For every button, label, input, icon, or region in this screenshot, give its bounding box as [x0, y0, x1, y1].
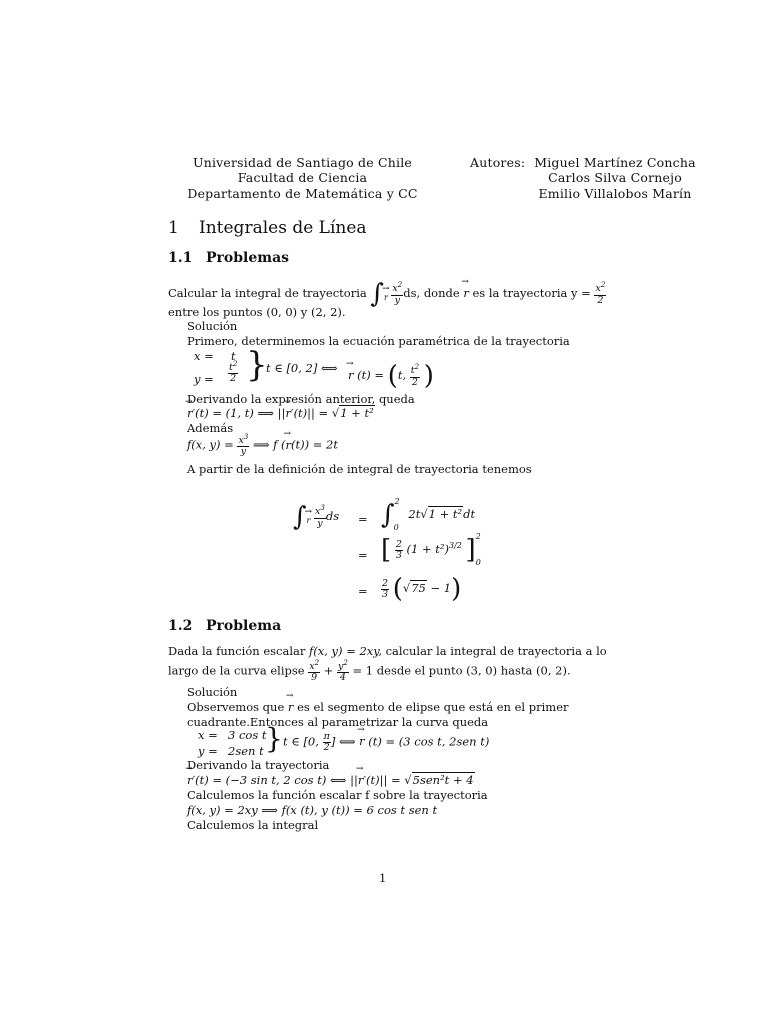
observe-line: Observemos que → r es el segmento de elipse que está en el primer [187, 700, 569, 714]
param-domain: t ∈ [0, 2] ⟺ [266, 361, 338, 375]
param2-y-value: 2sen t [228, 744, 264, 758]
brace-right-icon: } [265, 722, 283, 755]
subsection-2-number: 1.2 [168, 618, 193, 634]
derivation-label: Derivando la expresión anterior, queda [187, 392, 415, 406]
faculty-name: Facultad de Ciencia [237, 170, 368, 185]
author-3: Emilio Villalobos Marín [538, 186, 692, 201]
university-name: Universidad de Santiago de Chile [192, 155, 413, 170]
param2-y-label: y = [198, 744, 218, 758]
param-x-label: x = [194, 349, 214, 363]
param-x-value: t [231, 349, 236, 363]
param-y-value: $\frac{t^2}{2}$ [229, 360, 238, 385]
param-y-label: y = [194, 372, 214, 386]
f2-equation: f(x, y) = 2xy ⟹ f(x (t), y (t)) = 6 cos t sen t [187, 803, 438, 817]
a-partir-line: A partir de la definición de integral de trayectoria tenemos [187, 462, 532, 476]
solution-1-label: Solución [187, 319, 238, 333]
equals-2: = [358, 548, 368, 562]
solution-2-label: Solución [187, 685, 238, 699]
author-1: Miguel Martínez Concha [534, 155, 696, 170]
section-title: Integrales de Línea [199, 218, 367, 238]
author-2: Carlos Silva Cornejo [548, 170, 682, 185]
authors-label: Autores: [470, 155, 526, 170]
f-equation: f(x, y) = $\frac{x^3}{y}$ ⟹ f (→ r(t)) = 2t [187, 434, 338, 457]
equals-3: = [358, 584, 368, 598]
ademas-label: Además [187, 421, 234, 435]
derivation-2-equation: → r′(t) = (−3 sin t, 2 cos t) ⟺ ||→ r′(t)|| = √5sen²t + 4 [187, 773, 475, 787]
problem-1-statement-line2: entre los puntos (0, 0) y (2, 2). [168, 305, 346, 319]
problem-1-statement: Calcular la integral de trayectoria ∫→ r $\frac{x^2}{y}$ ds, donde → r es la trayectoria y = $\frac{x^2}{2}$ [168, 279, 606, 309]
integral-lhs: ∫→ r $\frac{x^3}{y}$ ds [293, 502, 339, 532]
section-number: 1 [168, 218, 179, 238]
page-number: 1 [379, 871, 387, 885]
solution-1-line1: Primero, determinemos la ecuación paramétrica de la trayectoria [187, 334, 570, 348]
integral-rhs-3: $\frac{2}{3}$ (√75 − 1) [382, 574, 462, 604]
calc-f-line: Calculemos la función escalar f sobre la trayectoria [187, 788, 488, 802]
subsection-1-number: 1.1 [168, 250, 193, 266]
brace-right-icon: } [246, 345, 268, 385]
param2-x-label: x = [198, 728, 218, 742]
department-name: Departamento de Matemática y CC [187, 186, 418, 201]
derivation-2-label: Derivando la trayectoria [187, 758, 330, 772]
equals-1: = [358, 512, 368, 526]
param2-domain: t ∈ [0, $\frac{\pi}{2}$ ] ⟺ → r (t) = (3 cos t, 2sen t) [283, 732, 489, 753]
param2-x-value: 3 cos t [228, 728, 267, 742]
integral-rhs-1: ∫$^2_0$ 2t√1 + t²dt [381, 497, 476, 532]
subsection-1-title: Problemas [206, 250, 290, 266]
observe-line2: cuadrante.Entonces al parametrizar la curva queda [187, 715, 489, 729]
problem-2-line1: Dada la función escalar f(x, y) = 2xy, calcular la integral de trayectoria a lo [168, 644, 607, 658]
problem-2-line2: largo de la curva elipse $\frac{x^2}{9}$ + $\frac{y^2}{4}$ = 1 desde el punto (3, 0) hasta (0, 2). [168, 659, 571, 684]
derivation-equation: → r′(t) = (1, t) ⟹ ||→ r′(t)|| = √1 + t² [187, 406, 375, 420]
calc-int-line: Calculemos la integral [187, 818, 319, 832]
param-result: → r (t) = (t, $\frac{t^2}{2}$ ) [348, 361, 434, 391]
subsection-2-title: Problema [206, 618, 282, 634]
integral-rhs-2: [ $\frac{2}{3}$ $(1 + t^2)^{3/2}$ ]$^2_0$ [381, 532, 481, 567]
